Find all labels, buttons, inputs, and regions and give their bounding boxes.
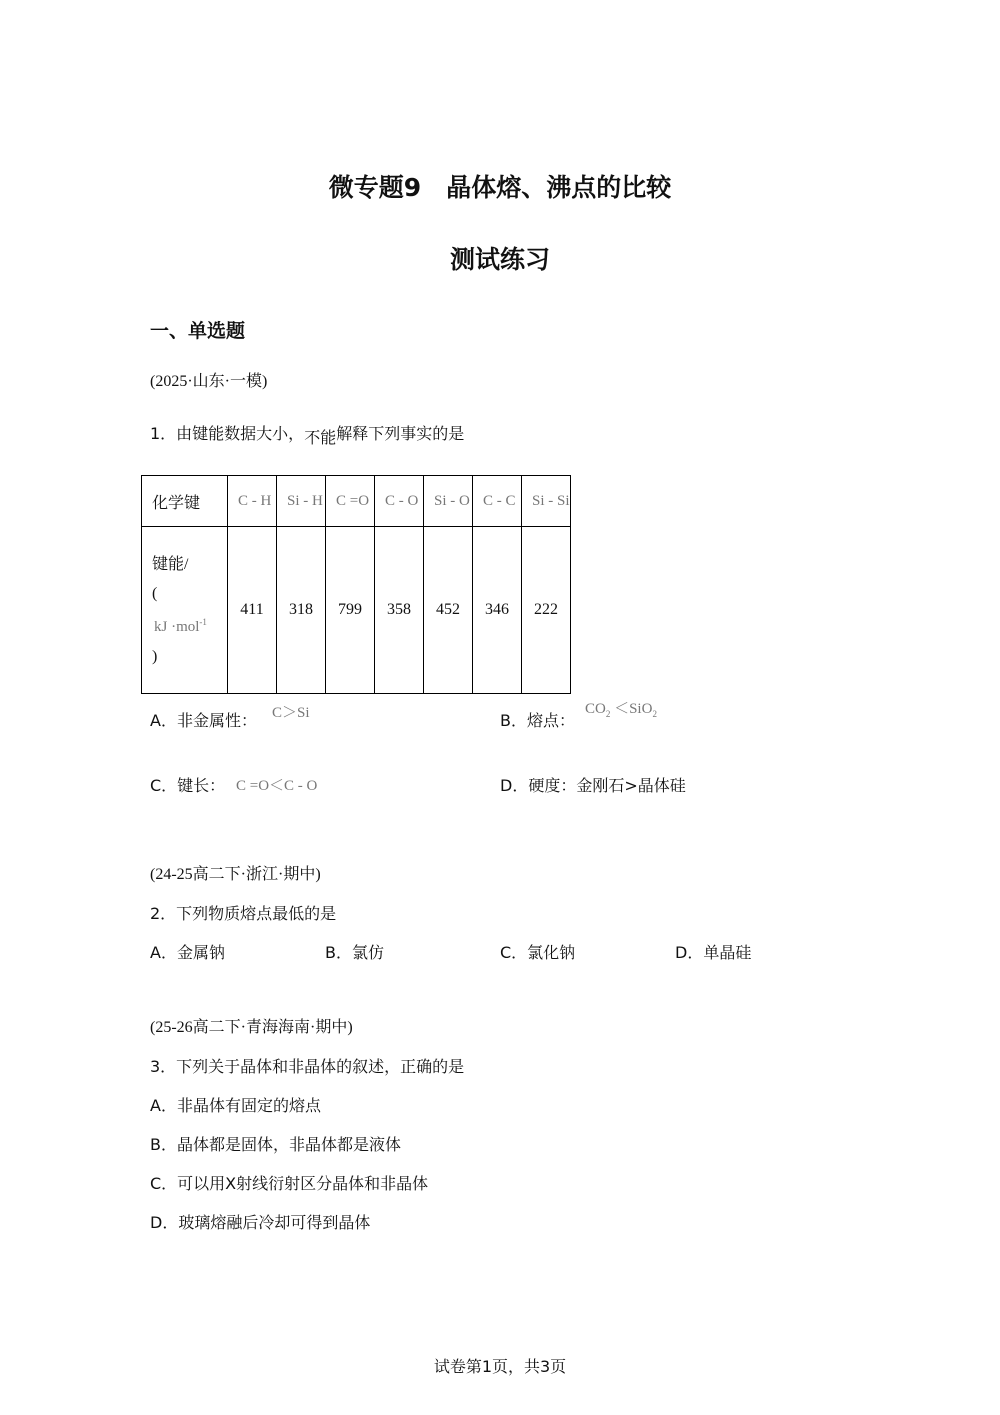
q2-source: (24-25高二下·浙江·期中) [150, 866, 321, 883]
page-subtitle: 测试练习 [449, 245, 550, 274]
q3-option-c: C．可以用X射线衍射区分晶体和非晶体 [150, 1174, 429, 1193]
q3-option-a: A．非晶体有固定的熔点 [150, 1096, 321, 1115]
q1-option-c-formula: C =O＜C - O [236, 778, 318, 794]
table-header-bond: 化学键 [142, 476, 228, 527]
table-row-energies [142, 527, 571, 694]
bond-header-co-double: C =O [326, 476, 375, 527]
energy-sisi: 222 [522, 527, 571, 694]
page-title: 微专题9 晶体熔、沸点的比较 [328, 173, 672, 202]
q1-source: (2025·山东·一模) [150, 373, 268, 390]
q2-option-d: D．单晶硅 [675, 943, 752, 962]
q2-stem: 2．下列物质熔点最低的是 [150, 904, 337, 923]
q1-stem-suffix: 解释下列事实的是 [336, 424, 465, 443]
q3-stem: 3．下列关于晶体和非晶体的叙述，正确的是 [150, 1057, 465, 1076]
q1-option-a-formula: C＞Si [272, 705, 310, 721]
energy-co-double: 799 [326, 527, 375, 694]
q2-option-b: B．氯仿 [325, 943, 384, 962]
bond-header-ch: C - H [228, 476, 277, 527]
section-heading: 一、单选题 [150, 320, 246, 342]
q1-stem-prefix: 1．由键能数据大小， [150, 424, 305, 443]
bond-header-cc: C - C [473, 476, 522, 527]
bond-header-sih: Si - H [277, 476, 326, 527]
q3-source: (25-26高二下·青海海南·期中) [150, 1019, 353, 1036]
q2-option-c: C．氯化钠 [500, 943, 576, 962]
q1-option-b-formula: $CO_2 <SiO_2$ [585, 701, 657, 719]
energy-sih: 318 [277, 527, 326, 694]
q1-stem [150, 424, 465, 447]
energy-sio: 452 [424, 527, 473, 694]
q1-stem-emphasis: 不能 [304, 428, 337, 447]
table-row-bonds [142, 476, 571, 527]
table-header-energy: 键能/ ( kJ ·mol$^{-1}$ ) [142, 527, 228, 694]
q1-option-b: B．熔点： [500, 711, 575, 730]
bond-energy-table [141, 475, 571, 694]
q2-option-a: A．金属钠 [150, 943, 225, 962]
q1-option-d: D．硬度：金刚石>晶体硅 [500, 776, 686, 795]
energy-co: 358 [375, 527, 424, 694]
bond-header-sisi: Si - Si [522, 476, 571, 527]
q3-option-d: D．玻璃熔融后冷却可得到晶体 [150, 1213, 371, 1232]
energy-ch: 411 [228, 527, 277, 694]
bond-header-sio: Si - O [424, 476, 473, 527]
q1-option-c: C．键长： [150, 776, 226, 795]
q3-option-b: B．晶体都是固体，非晶体都是液体 [150, 1135, 401, 1154]
page-footer: 试卷第1页，共3页 [433, 1357, 567, 1376]
bond-header-co: C - O [375, 476, 424, 527]
energy-cc: 346 [473, 527, 522, 694]
q1-option-a: A．非金属性： [150, 711, 257, 730]
